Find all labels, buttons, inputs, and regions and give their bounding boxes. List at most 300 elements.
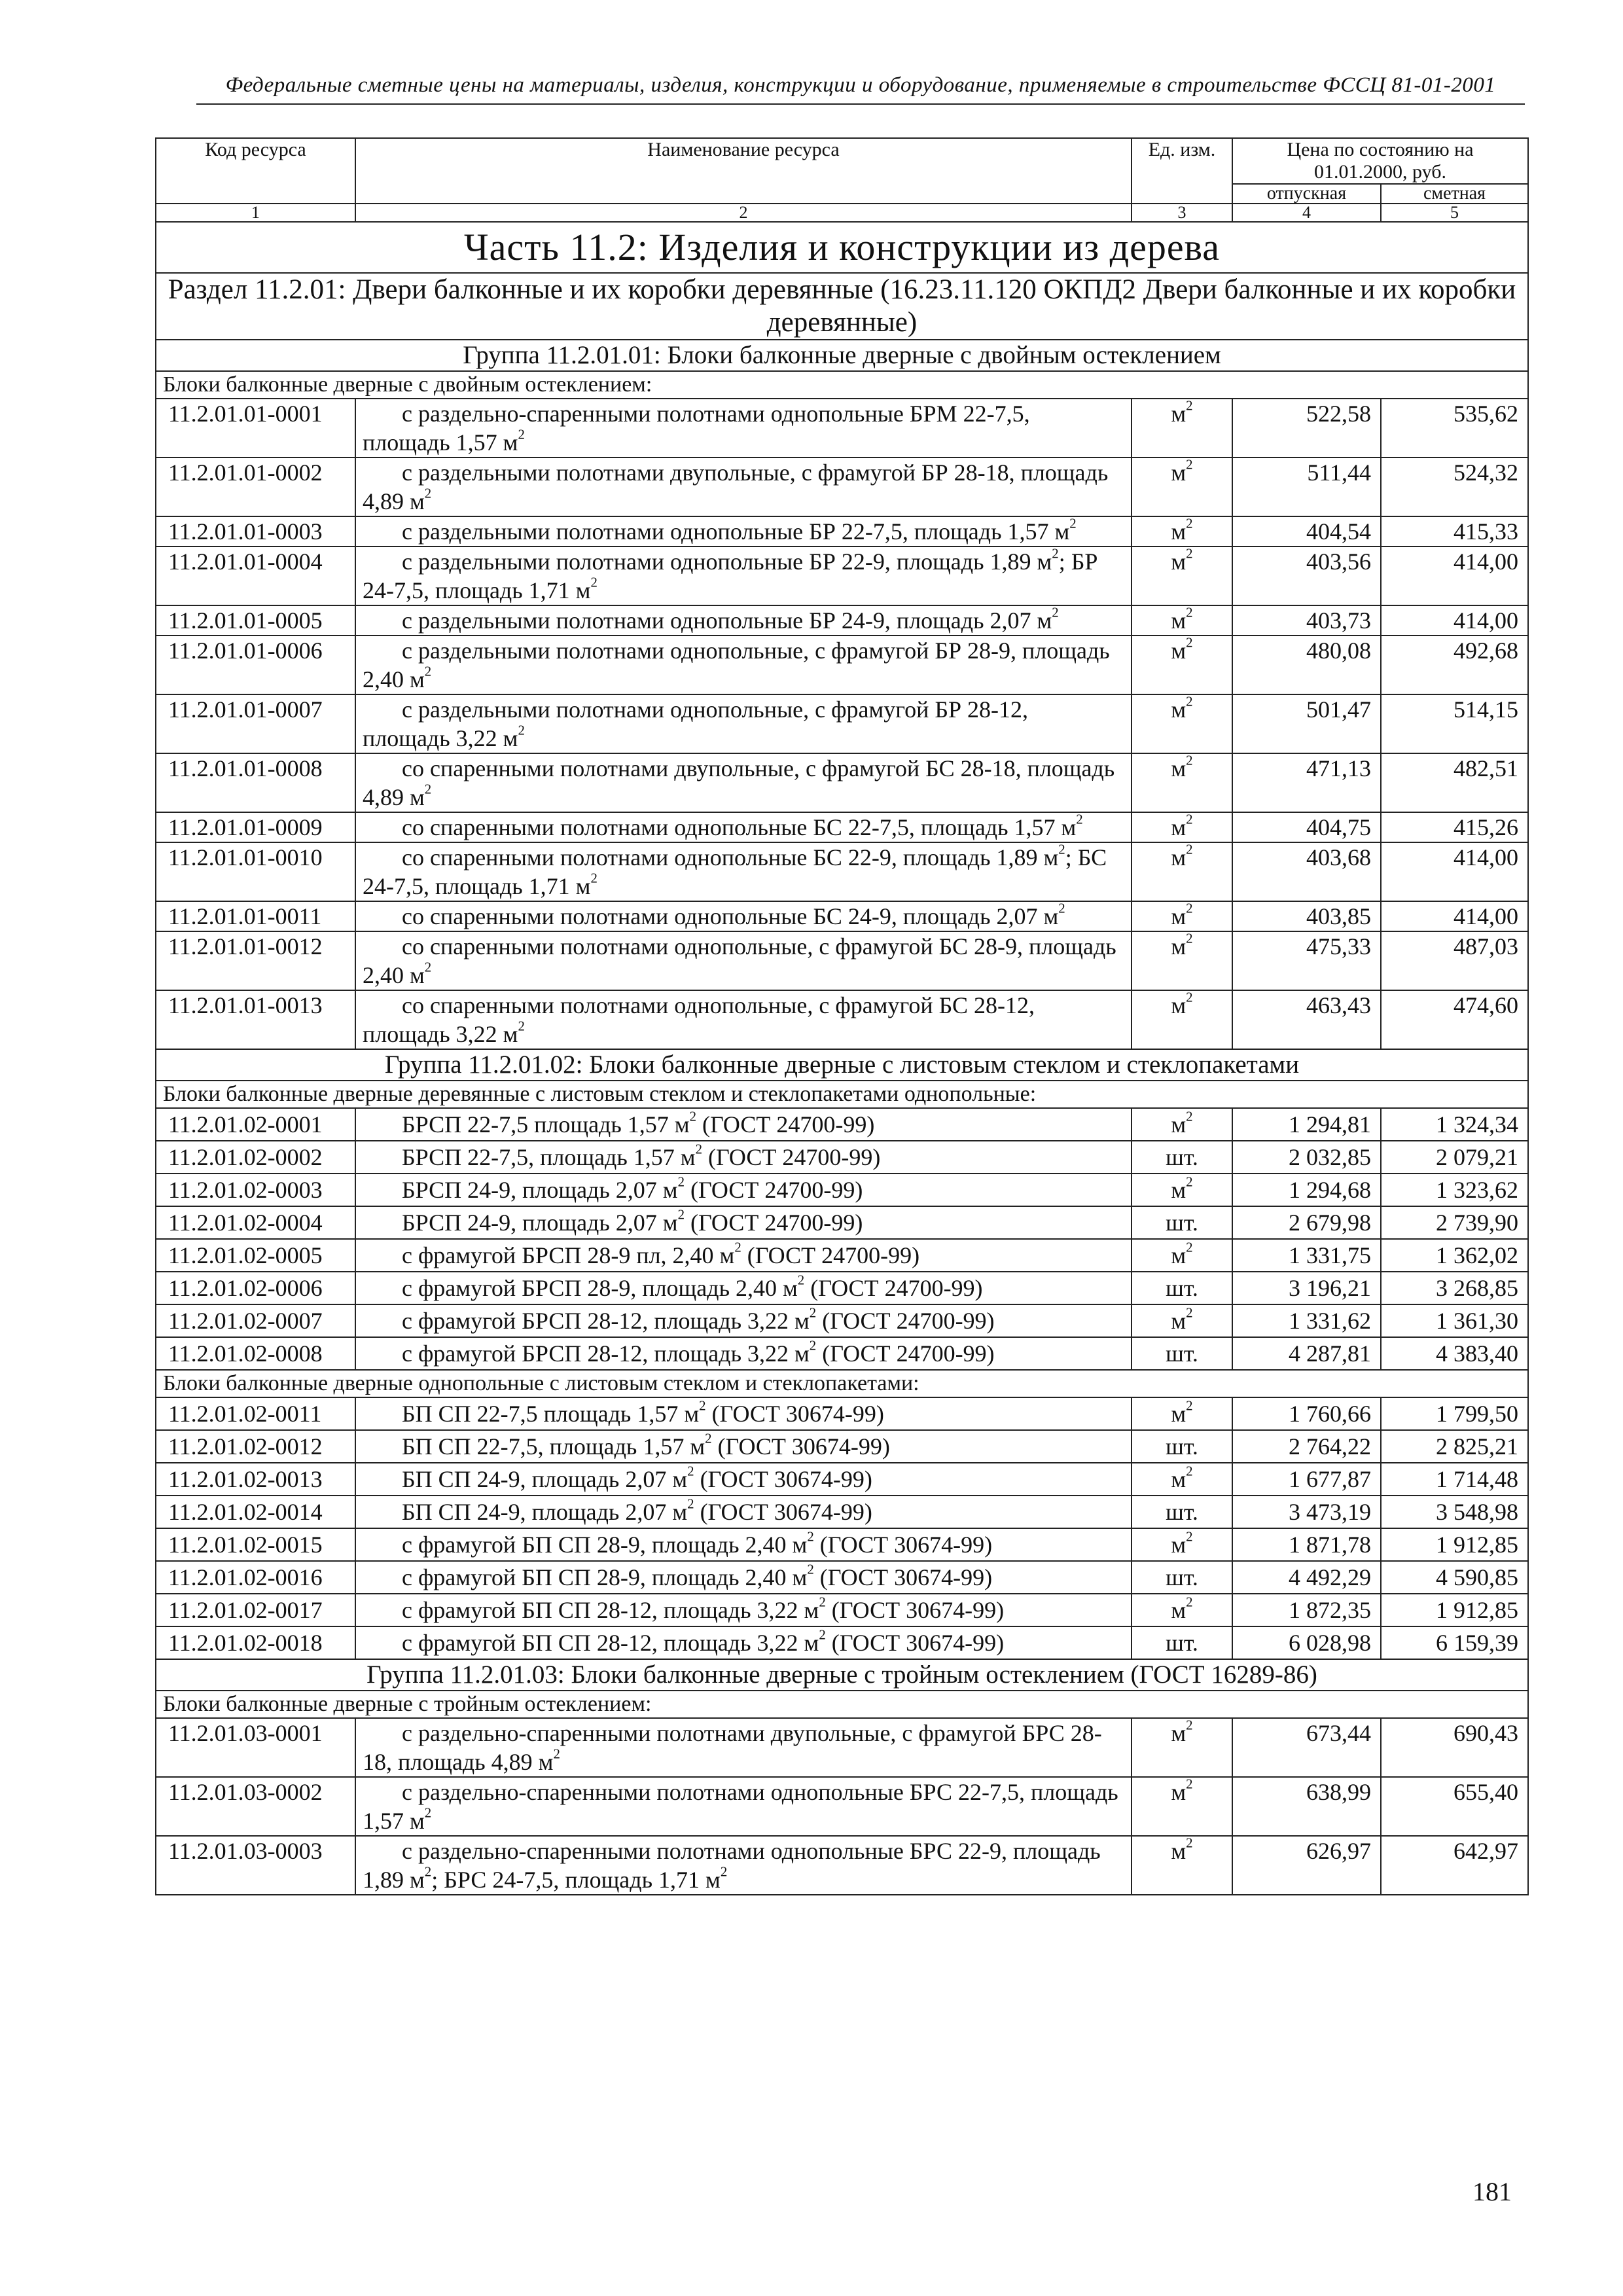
unit-of-measure: [1132, 636, 1232, 694]
area-unit-exponent: 2: [1069, 515, 1077, 531]
unit-of-measure: [1132, 457, 1232, 516]
resource-name-text: (ГОСТ 24700-99): [685, 1177, 863, 1203]
price-release: 3 196,21: [1232, 1272, 1381, 1304]
unit-text: м: [1171, 696, 1186, 723]
resource-code: 11.2.01.01-0003: [156, 516, 355, 547]
resource-code: 11.2.01.03-0003: [156, 1836, 355, 1895]
price-release: 463,43: [1232, 990, 1381, 1049]
area-unit-exponent: 2: [687, 1496, 694, 1512]
price-estimate: 415,26: [1381, 812, 1528, 842]
price-release: 673,44: [1232, 1718, 1381, 1777]
unit-of-measure: [1132, 399, 1232, 457]
area-unit-exponent: 2: [424, 485, 432, 501]
unit-text: м: [1171, 933, 1186, 960]
unit-text: м: [1171, 1401, 1186, 1427]
price-estimate: 1 912,85: [1381, 1594, 1528, 1626]
resource-name: [355, 1594, 1132, 1626]
unit-of-measure: [1132, 516, 1232, 547]
unit-of-measure: [1132, 547, 1232, 605]
column-number: 2: [355, 204, 1132, 222]
price-release: 404,54: [1232, 516, 1381, 547]
unit-text: шт.: [1166, 1210, 1198, 1236]
price-release: 471,13: [1232, 753, 1381, 812]
table-row: [156, 1561, 1528, 1594]
resource-name-text: с раздельными полотнами однопольные БР 24-9, площадь 2,07 м: [402, 607, 1052, 634]
resource-name-text: (ГОСТ 30674-99): [813, 1532, 993, 1558]
price-release: 480,08: [1232, 636, 1381, 694]
resource-code: 11.2.01.01-0013: [156, 990, 355, 1049]
price-estimate: 535,62: [1381, 399, 1528, 457]
table-row: [156, 1836, 1528, 1895]
area-unit-exponent: 2: [695, 1141, 703, 1157]
price-estimate: 2 739,90: [1381, 1206, 1528, 1239]
price-release: 2 679,98: [1232, 1206, 1381, 1239]
table-row: [156, 1496, 1528, 1528]
price-release: 6 028,98: [1232, 1626, 1381, 1659]
resource-name-text: ; БРС 24-7,5, площадь 1,71 м: [431, 1867, 721, 1893]
unit-of-measure: [1132, 1528, 1232, 1561]
resource-name: [355, 1718, 1132, 1777]
col-price-release-header: отпускная: [1232, 184, 1381, 204]
unit-text: м: [1171, 1111, 1186, 1138]
area-unit-exponent: 2: [819, 1594, 826, 1610]
resource-code: 11.2.01.02-0017: [156, 1594, 355, 1626]
price-estimate: 4 383,40: [1381, 1337, 1528, 1370]
price-release: 475,33: [1232, 931, 1381, 990]
resource-name: [355, 1561, 1132, 1594]
area-unit-exponent: 2: [518, 426, 525, 442]
unit-text: м: [1171, 1597, 1186, 1623]
resource-code: 11.2.01.01-0011: [156, 901, 355, 931]
price-estimate: 474,60: [1381, 990, 1528, 1049]
table-row: [156, 753, 1528, 812]
price-estimate: 492,68: [1381, 636, 1528, 694]
unit-text: шт.: [1166, 1630, 1198, 1656]
price-release: 501,47: [1232, 694, 1381, 753]
table-row: [156, 1206, 1528, 1239]
unit-of-measure: [1132, 1594, 1232, 1626]
area-unit-exponent: 2: [424, 1804, 432, 1821]
unit-of-measure: [1132, 1777, 1232, 1836]
group-row: [156, 340, 1528, 371]
unit-exponent: 2: [1186, 1174, 1193, 1190]
resource-name-text: (ГОСТ 24700-99): [696, 1111, 875, 1138]
running-header: Федеральные сметные цены на материалы, изделия, конструкции и оборудование, применяемые в строительстве ФССЦ 81-01-2001: [225, 73, 1496, 97]
table-row: [156, 1174, 1528, 1206]
price-release: 3 473,19: [1232, 1496, 1381, 1528]
resource-name-text: (ГОСТ 24700-99): [804, 1275, 983, 1301]
resource-name-text: (ГОСТ 24700-99): [702, 1144, 881, 1170]
price-release: 638,99: [1232, 1777, 1381, 1836]
col-unit-header: Ед. изм.: [1132, 138, 1232, 204]
area-unit-exponent: 2: [518, 1018, 525, 1034]
resource-name-text: с раздельными полотнами двупольные, с фрамугой БР 28-18, площадь 4,89 м: [363, 459, 1109, 514]
resource-code: 11.2.01.01-0008: [156, 753, 355, 812]
resource-name: [355, 990, 1132, 1049]
column-number: 4: [1232, 204, 1381, 222]
resource-name: [355, 901, 1132, 931]
area-unit-exponent: 2: [1058, 900, 1065, 916]
area-unit-exponent: 2: [590, 574, 597, 590]
resource-name-text: с фрамугой БП СП 28-12, площадь 3,22 м: [402, 1630, 819, 1656]
unit-text: м: [1171, 1242, 1186, 1268]
unit-text: м: [1171, 637, 1186, 664]
resource-name: [355, 1108, 1132, 1141]
resource-name: [355, 753, 1132, 812]
area-unit-exponent: 2: [1076, 811, 1083, 827]
resource-name: [355, 1777, 1132, 1836]
resource-name: [355, 842, 1132, 901]
resource-name-text: с раздельно-спаренными полотнами двупольные, с фрамугой БРС 28-18, площадь 4,89 м: [363, 1720, 1102, 1775]
table-row: [156, 636, 1528, 694]
col-code-header: Код ресурса: [156, 138, 355, 204]
resource-name: [355, 605, 1132, 636]
resource-name-text: ; БР 24-7,5, площадь 1,71 м: [363, 548, 1098, 603]
price-table: [155, 137, 1529, 1895]
unit-exponent: 2: [1186, 604, 1193, 620]
unit-exponent: 2: [1186, 1108, 1193, 1124]
resource-name-text: со спаренными полотнами однопольные, с фрамугой БС 28-12, площадь 3,22 м: [363, 992, 1035, 1047]
resource-code: 11.2.01.02-0012: [156, 1430, 355, 1463]
unit-of-measure: [1132, 1626, 1232, 1659]
table-row: [156, 1777, 1528, 1836]
subgroup-caption: Блоки балконные дверные однопольные с листовым стеклом и стеклопакетами:: [156, 1370, 1528, 1397]
unit-text: м: [1171, 459, 1186, 486]
resource-code: 11.2.01.02-0005: [156, 1239, 355, 1272]
price-release: 1 872,35: [1232, 1594, 1381, 1626]
price-estimate: 4 590,85: [1381, 1561, 1528, 1594]
price-release: 2 764,22: [1232, 1430, 1381, 1463]
unit-of-measure: [1132, 842, 1232, 901]
resource-code: 11.2.01.02-0014: [156, 1496, 355, 1528]
resource-code: 11.2.01.01-0012: [156, 931, 355, 990]
resource-name-text: с фрамугой БП СП 28-12, площадь 3,22 м: [402, 1597, 819, 1623]
unit-text: м: [1171, 814, 1186, 840]
table-row: [156, 1594, 1528, 1626]
table-row: [156, 1272, 1528, 1304]
subgroup-caption-row: [156, 371, 1528, 399]
price-release: 1 294,68: [1232, 1174, 1381, 1206]
resource-code: 11.2.01.01-0004: [156, 547, 355, 605]
resource-name: [355, 1141, 1132, 1174]
resource-code: 11.2.01.02-0011: [156, 1397, 355, 1430]
price-estimate: 655,40: [1381, 1777, 1528, 1836]
subgroup-caption: Блоки балконные дверные с тройным остеклением:: [156, 1691, 1528, 1718]
unit-of-measure: [1132, 1272, 1232, 1304]
resource-name: [355, 1397, 1132, 1430]
unit-exponent: 2: [1186, 397, 1193, 414]
resource-name-text: с фрамугой БРСП 28-12, площадь 3,22 м: [402, 1308, 810, 1334]
area-unit-exponent: 2: [720, 1863, 728, 1880]
resource-code: 11.2.01.02-0003: [156, 1174, 355, 1206]
resource-code: 11.2.01.02-0004: [156, 1206, 355, 1239]
unit-of-measure: [1132, 1463, 1232, 1496]
resource-name: [355, 1337, 1132, 1370]
table-row: [156, 516, 1528, 547]
resource-code: 11.2.01.01-0006: [156, 636, 355, 694]
price-release: 1 871,78: [1232, 1528, 1381, 1561]
header-rule: [196, 103, 1525, 105]
price-release: 1 331,62: [1232, 1304, 1381, 1337]
resource-code: 11.2.01.02-0013: [156, 1463, 355, 1496]
table-row: [156, 901, 1528, 931]
unit-of-measure: [1132, 1496, 1232, 1528]
unit-of-measure: [1132, 1304, 1232, 1337]
price-release: 522,58: [1232, 399, 1381, 457]
unit-exponent: 2: [1186, 1304, 1193, 1321]
price-release: 1 294,81: [1232, 1108, 1381, 1141]
price-estimate: 414,00: [1381, 547, 1528, 605]
unit-of-measure: [1132, 605, 1232, 636]
area-unit-exponent: 2: [807, 1528, 814, 1545]
resource-name-text: с раздельно-спаренными полотнами однопольные БРС 22-9, площадь 1,89 м: [363, 1838, 1101, 1893]
resource-code: 11.2.01.02-0001: [156, 1108, 355, 1141]
unit-exponent: 2: [1186, 841, 1193, 857]
resource-name-text: БП СП 22-7,5 площадь 1,57 м: [402, 1401, 700, 1427]
resource-name: [355, 1496, 1132, 1528]
unit-exponent: 2: [1186, 545, 1193, 562]
price-release: 4 287,81: [1232, 1337, 1381, 1370]
resource-code: 11.2.01.02-0018: [156, 1626, 355, 1659]
resource-name-text: (ГОСТ 24700-99): [741, 1242, 920, 1268]
subgroup-caption: Блоки балконные дверные с двойным остеклением:: [156, 371, 1528, 399]
column-number: 3: [1132, 204, 1232, 222]
area-unit-exponent: 2: [424, 663, 432, 679]
resource-code: 11.2.01.03-0001: [156, 1718, 355, 1777]
section-row: [156, 273, 1528, 340]
unit-exponent: 2: [1186, 1717, 1193, 1733]
resource-name-text: с фрамугой БРСП 28-9, площадь 2,40 м: [402, 1275, 798, 1301]
resource-name-text: со спаренными полотнами двупольные, с фрамугой БС 28-18, площадь 4,89 м: [363, 755, 1115, 810]
col-price-group-header: Цена по состоянию на 01.01.2000, руб.: [1232, 138, 1528, 184]
price-estimate: 2 825,21: [1381, 1430, 1528, 1463]
price-estimate: 482,51: [1381, 753, 1528, 812]
part-title: Часть 11.2: Изделия и конструкции из дерева: [156, 222, 1528, 273]
area-unit-exponent: 2: [734, 1239, 741, 1255]
price-release: 403,85: [1232, 901, 1381, 931]
unit-text: м: [1171, 1720, 1186, 1746]
unit-of-measure: [1132, 1108, 1232, 1141]
unit-of-measure: [1132, 1561, 1232, 1594]
price-release: 1 331,75: [1232, 1239, 1381, 1272]
price-estimate: 2 079,21: [1381, 1141, 1528, 1174]
unit-exponent: 2: [1186, 1835, 1193, 1851]
unit-text: м: [1171, 518, 1186, 545]
unit-exponent: 2: [1186, 693, 1193, 709]
unit-of-measure: [1132, 1430, 1232, 1463]
col-name-header: Наименование ресурса: [355, 138, 1132, 204]
unit-exponent: 2: [1186, 515, 1193, 531]
table-row: [156, 547, 1528, 605]
price-release: 4 492,29: [1232, 1561, 1381, 1594]
price-estimate: 1 323,62: [1381, 1174, 1528, 1206]
table-row: [156, 399, 1528, 457]
table-row: [156, 1397, 1528, 1430]
resource-name: [355, 812, 1132, 842]
unit-exponent: 2: [1186, 1594, 1193, 1610]
resource-code: 11.2.01.03-0002: [156, 1777, 355, 1836]
resource-name: [355, 547, 1132, 605]
price-release: 626,97: [1232, 1836, 1381, 1895]
unit-of-measure: [1132, 1141, 1232, 1174]
unit-text: шт.: [1166, 1144, 1198, 1170]
resource-code: 11.2.01.02-0002: [156, 1141, 355, 1174]
price-estimate: 6 159,39: [1381, 1626, 1528, 1659]
table-row: [156, 1141, 1528, 1174]
table-row: [156, 842, 1528, 901]
resource-name-text: БРСП 24-9, площадь 2,07 м: [402, 1177, 678, 1203]
unit-text: м: [1171, 755, 1186, 781]
resource-name-text: (ГОСТ 30674-99): [711, 1433, 890, 1460]
price-estimate: 514,15: [1381, 694, 1528, 753]
unit-text: м: [1171, 844, 1186, 870]
unit-exponent: 2: [1186, 634, 1193, 651]
resource-name-text: со спаренными полотнами однопольные, с фрамугой БС 28-9, площадь 2,40 м: [363, 933, 1116, 988]
unit-text: м: [1171, 1532, 1186, 1558]
unit-text: м: [1171, 1838, 1186, 1864]
price-estimate: 1 799,50: [1381, 1397, 1528, 1430]
area-unit-exponent: 2: [699, 1397, 706, 1414]
area-unit-exponent: 2: [705, 1430, 712, 1446]
area-unit-exponent: 2: [677, 1174, 685, 1190]
area-unit-exponent: 2: [424, 781, 432, 797]
unit-of-measure: [1132, 1174, 1232, 1206]
resource-name: [355, 1836, 1132, 1895]
area-unit-exponent: 2: [809, 1304, 817, 1321]
area-unit-exponent: 2: [807, 1561, 814, 1577]
resource-name-text: (ГОСТ 24700-99): [816, 1308, 995, 1334]
unit-exponent: 2: [1186, 811, 1193, 827]
unit-of-measure: [1132, 1397, 1232, 1430]
resource-name-text: со спаренными полотнами однопольные БС 22-9, площадь 1,89 м: [402, 844, 1059, 870]
resource-name-text: (ГОСТ 30674-99): [694, 1499, 872, 1525]
resource-name: [355, 457, 1132, 516]
resource-name-text: БРСП 22-7,5 площадь 1,57 м: [402, 1111, 690, 1138]
resource-name: [355, 1239, 1132, 1272]
area-unit-exponent: 2: [518, 722, 525, 738]
resource-name: [355, 636, 1132, 694]
unit-of-measure: [1132, 1206, 1232, 1239]
unit-of-measure: [1132, 1239, 1232, 1272]
price-estimate: 1 324,34: [1381, 1108, 1528, 1141]
col-price-estimate-header: сметная: [1381, 184, 1528, 204]
price-release: 1 760,66: [1232, 1397, 1381, 1430]
unit-exponent: 2: [1186, 1776, 1193, 1792]
resource-name: [355, 516, 1132, 547]
unit-text: шт.: [1166, 1499, 1198, 1525]
subgroup-caption-row: [156, 1691, 1528, 1718]
table-body: [156, 204, 1528, 1895]
resource-name-text: (ГОСТ 30674-99): [705, 1401, 884, 1427]
column-number-row: [156, 204, 1528, 222]
unit-of-measure: [1132, 1718, 1232, 1777]
resource-name-text: БРСП 24-9, площадь 2,07 м: [402, 1210, 678, 1236]
unit-exponent: 2: [1186, 752, 1193, 768]
resource-code: 11.2.01.01-0009: [156, 812, 355, 842]
table-row: [156, 1626, 1528, 1659]
resource-name-text: (ГОСТ 30674-99): [813, 1564, 993, 1590]
resource-name-text: с фрамугой БП СП 28-9, площадь 2,40 м: [402, 1532, 808, 1558]
price-release: 403,73: [1232, 605, 1381, 636]
table-row: [156, 694, 1528, 753]
resource-name-text: с раздельно-спаренными полотнами однопольные БРС 22-7,5, площадь 1,57 м: [363, 1779, 1118, 1834]
group-row: [156, 1659, 1528, 1691]
price-estimate: 414,00: [1381, 842, 1528, 901]
resource-name-text: с раздельными полотнами однопольные, с фрамугой БР 28-12, площадь 3,22 м: [363, 696, 1029, 751]
resource-name: [355, 931, 1132, 990]
price-estimate: 1 912,85: [1381, 1528, 1528, 1561]
table-row: [156, 1463, 1528, 1496]
group-row: [156, 1049, 1528, 1081]
price-estimate: 414,00: [1381, 605, 1528, 636]
table-row: [156, 1304, 1528, 1337]
price-estimate: 414,00: [1381, 901, 1528, 931]
price-release: 511,44: [1232, 457, 1381, 516]
area-unit-exponent: 2: [809, 1337, 817, 1354]
price-estimate: 1 362,02: [1381, 1239, 1528, 1272]
unit-exponent: 2: [1186, 930, 1193, 946]
subgroup-caption: Блоки балконные дверные деревянные с листовым стеклом и стеклопакетами однопольные:: [156, 1081, 1528, 1108]
area-unit-exponent: 2: [1052, 545, 1059, 562]
resource-name-text: со спаренными полотнами однопольные БС 22-7,5, площадь 1,57 м: [402, 814, 1077, 840]
resource-name-text: с раздельными полотнами однопольные, с фрамугой БР 28-9, площадь 2,40 м: [363, 637, 1110, 692]
price-estimate: 642,97: [1381, 1836, 1528, 1895]
subgroup-caption-row: [156, 1081, 1528, 1108]
section-title: Раздел 11.2.01: Двери балконные и их коробки деревянные (16.23.11.120 ОКПД2 Двери балконные и их коробки деревянные): [156, 273, 1528, 340]
resource-name-text: БП СП 24-9, площадь 2,07 м: [402, 1466, 688, 1492]
resource-code: 11.2.01.02-0007: [156, 1304, 355, 1337]
group-title: Группа 11.2.01.03: Блоки балконные дверные с тройным остеклением (ГОСТ 16289-86): [156, 1659, 1528, 1691]
price-estimate: 415,33: [1381, 516, 1528, 547]
unit-of-measure: [1132, 753, 1232, 812]
resource-code: 11.2.01.01-0002: [156, 457, 355, 516]
area-unit-exponent: 2: [1052, 604, 1059, 620]
resource-name: [355, 1626, 1132, 1659]
group-title: Группа 11.2.01.01: Блоки балконные дверные с двойным остеклением: [156, 340, 1528, 371]
unit-text: м: [1171, 1779, 1186, 1805]
resource-name-text: ; БС 24-7,5, площадь 1,71 м: [363, 844, 1107, 899]
price-estimate: 690,43: [1381, 1718, 1528, 1777]
price-estimate: 3 548,98: [1381, 1496, 1528, 1528]
resource-name: [355, 1528, 1132, 1561]
unit-of-measure: [1132, 901, 1232, 931]
area-unit-exponent: 2: [424, 1863, 432, 1880]
resource-name-text: со спаренными полотнами однопольные БС 24-9, площадь 2,07 м: [402, 903, 1059, 929]
table-row: [156, 1430, 1528, 1463]
area-unit-exponent: 2: [689, 1108, 697, 1124]
resource-name-text: БРСП 22-7,5, площадь 1,57 м: [402, 1144, 696, 1170]
area-unit-exponent: 2: [590, 870, 597, 886]
resource-name: [355, 399, 1132, 457]
resource-name-text: с раздельными полотнами однопольные БР 22-9, площадь 1,89 м: [402, 548, 1052, 575]
unit-text: м: [1171, 1308, 1186, 1334]
unit-exponent: 2: [1186, 900, 1193, 916]
area-unit-exponent: 2: [1058, 841, 1065, 857]
unit-of-measure: [1132, 694, 1232, 753]
resource-name: [355, 1272, 1132, 1304]
table-row: [156, 1337, 1528, 1370]
resource-code: 11.2.01.02-0008: [156, 1337, 355, 1370]
resource-code: 11.2.01.01-0005: [156, 605, 355, 636]
unit-text: м: [1171, 1466, 1186, 1492]
resource-name-text: (ГОСТ 24700-99): [816, 1340, 995, 1367]
price-estimate: 1 361,30: [1381, 1304, 1528, 1337]
resource-name: [355, 1430, 1132, 1463]
unit-of-measure: [1132, 1337, 1232, 1370]
area-unit-exponent: 2: [797, 1272, 805, 1288]
unit-exponent: 2: [1186, 456, 1193, 473]
resource-name-text: (ГОСТ 24700-99): [685, 1210, 863, 1236]
